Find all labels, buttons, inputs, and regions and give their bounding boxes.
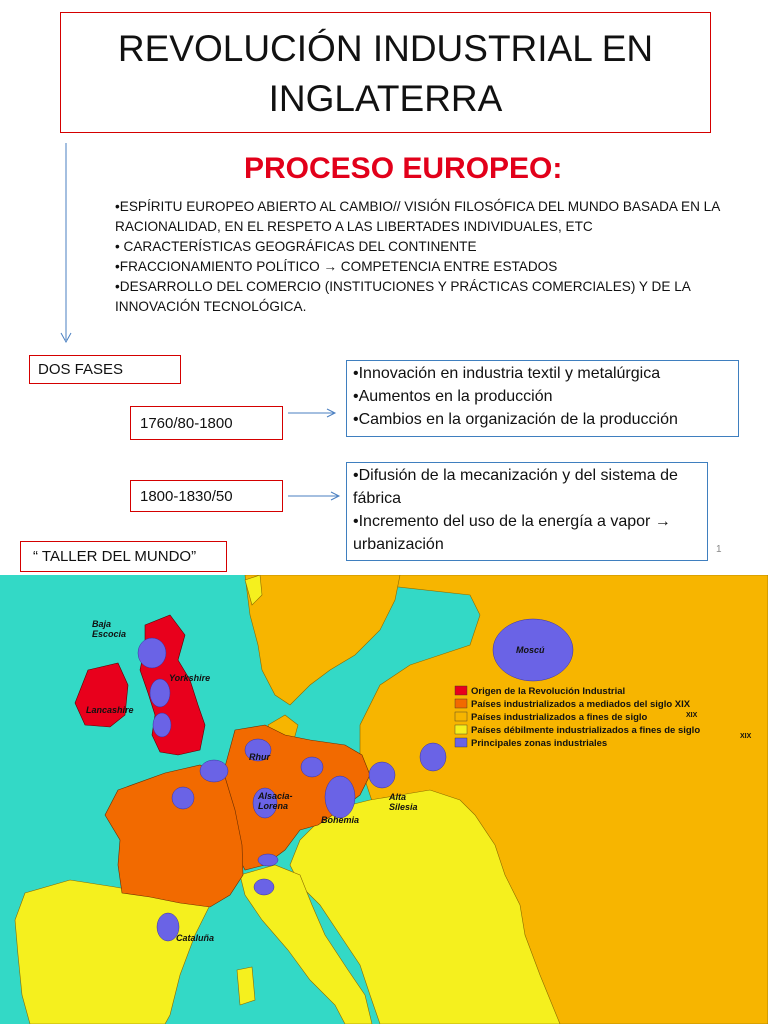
zone-belgium xyxy=(200,760,228,782)
label-lancashire: Lancashire xyxy=(86,705,134,715)
section-subtitle: PROCESO EUROPEO: xyxy=(244,152,563,185)
vertical-arrow-head xyxy=(61,333,71,342)
label-alta-silesia: Alta Silesia xyxy=(389,792,418,812)
label-rhur: Rhur xyxy=(249,752,270,762)
legend-label-zones: Principales zonas industriales xyxy=(471,738,608,749)
bullet-item: •DESARROLLO DEL COMERCIO (INSTITUCIONES Y PRÁCTICAS COMERCIALES) Y DE LA INNOVACIÓN TECNOLÓGICA. xyxy=(115,279,691,314)
phase2-period-box: 1800-1830/50 xyxy=(130,480,283,512)
phase1-period-box: 1760/80-1800 xyxy=(130,406,283,440)
label-moscu: Moscú xyxy=(516,645,545,655)
phase2-item: •Difusión de la mecanización y del sistema de fábrica xyxy=(353,467,678,507)
zone-baja-escocia xyxy=(138,638,166,668)
zone-bohemia xyxy=(325,776,355,818)
phase2-item: •Incremento del uso de la energía a vapor → urbanización xyxy=(353,513,671,553)
phase2-arrow-head xyxy=(331,492,339,500)
label-yorkshire: Yorkshire xyxy=(169,673,211,683)
label-baja-escocia: Baja Escocia xyxy=(92,619,127,639)
bullet-item: •FRACCIONAMIENTO POLÍTICO → COMPETENCIA ENTRE ESTADOS xyxy=(115,259,558,274)
legend-label-weak: Países débilmente industrializados a fines de siglo xyxy=(471,725,701,736)
legend-swatch-mid xyxy=(455,699,467,708)
phase1-item: •Cambios en la organización de la producción xyxy=(353,411,678,428)
taller-del-mundo-box: “ TALLER DEL MUNDO” xyxy=(20,541,227,572)
zone-alta-silesia xyxy=(369,762,395,788)
europe-industrial-map xyxy=(0,575,768,1024)
zone-north-italy xyxy=(258,854,278,866)
label-alsacia-lorena: Alsacia-Lorena xyxy=(258,791,293,811)
phase1-arrow-head xyxy=(327,409,335,417)
bullet-list xyxy=(115,197,735,317)
bullet-item: •ESPÍRITU EUROPEO ABIERTO AL CAMBIO// VISIÓN FILOSÓFICA DEL MUNDO BASADA EN LA RACIONALIDAD, EN EL RESPETO A LAS LIBERTADES INDIVIDUALES, ETC xyxy=(115,199,720,234)
phase1-items-box xyxy=(346,360,739,437)
bullet-item: • CARACTERÍSTICAS GEOGRÁFICAS DEL CONTINENTE xyxy=(115,239,477,254)
zone-lancashire xyxy=(153,713,171,737)
legend-swatch-late xyxy=(455,712,467,721)
zone-yorkshire xyxy=(150,679,170,707)
zone-poland xyxy=(420,743,446,771)
legend-swatch-weak xyxy=(455,725,467,734)
label-cataluna: Cataluña xyxy=(176,933,215,943)
legend-suffix-weak: XIX xyxy=(740,733,752,740)
dos-fases-box: DOS FASES xyxy=(29,355,181,384)
legend-suffix-late: XIX xyxy=(686,712,698,719)
phase1-item: •Aumentos en la producción xyxy=(353,388,553,405)
legend-swatch-origin xyxy=(455,686,467,695)
slide-title: REVOLUCIÓN INDUSTRIAL EN INGLATERRA xyxy=(117,28,654,119)
legend-label-mid: Países industrializados a mediados del siglo XIX xyxy=(471,699,691,710)
legend-label-late: Países industrializados a fines de siglo xyxy=(471,712,648,723)
phase2-items-box xyxy=(346,462,708,561)
phase1-item: •Innovación en industria textil y metalúrgica xyxy=(353,365,661,382)
zone-saxony xyxy=(301,757,323,777)
label-bohemia: Bohemia xyxy=(321,815,360,825)
region-sardinia xyxy=(237,967,255,1005)
legend-label-origin: Origen de la Revolución Industrial xyxy=(471,686,626,697)
legend-swatch-zones xyxy=(455,738,467,747)
page-number: 1 xyxy=(716,544,722,555)
zone-piedmont xyxy=(254,879,274,895)
zone-north-france xyxy=(172,787,194,809)
